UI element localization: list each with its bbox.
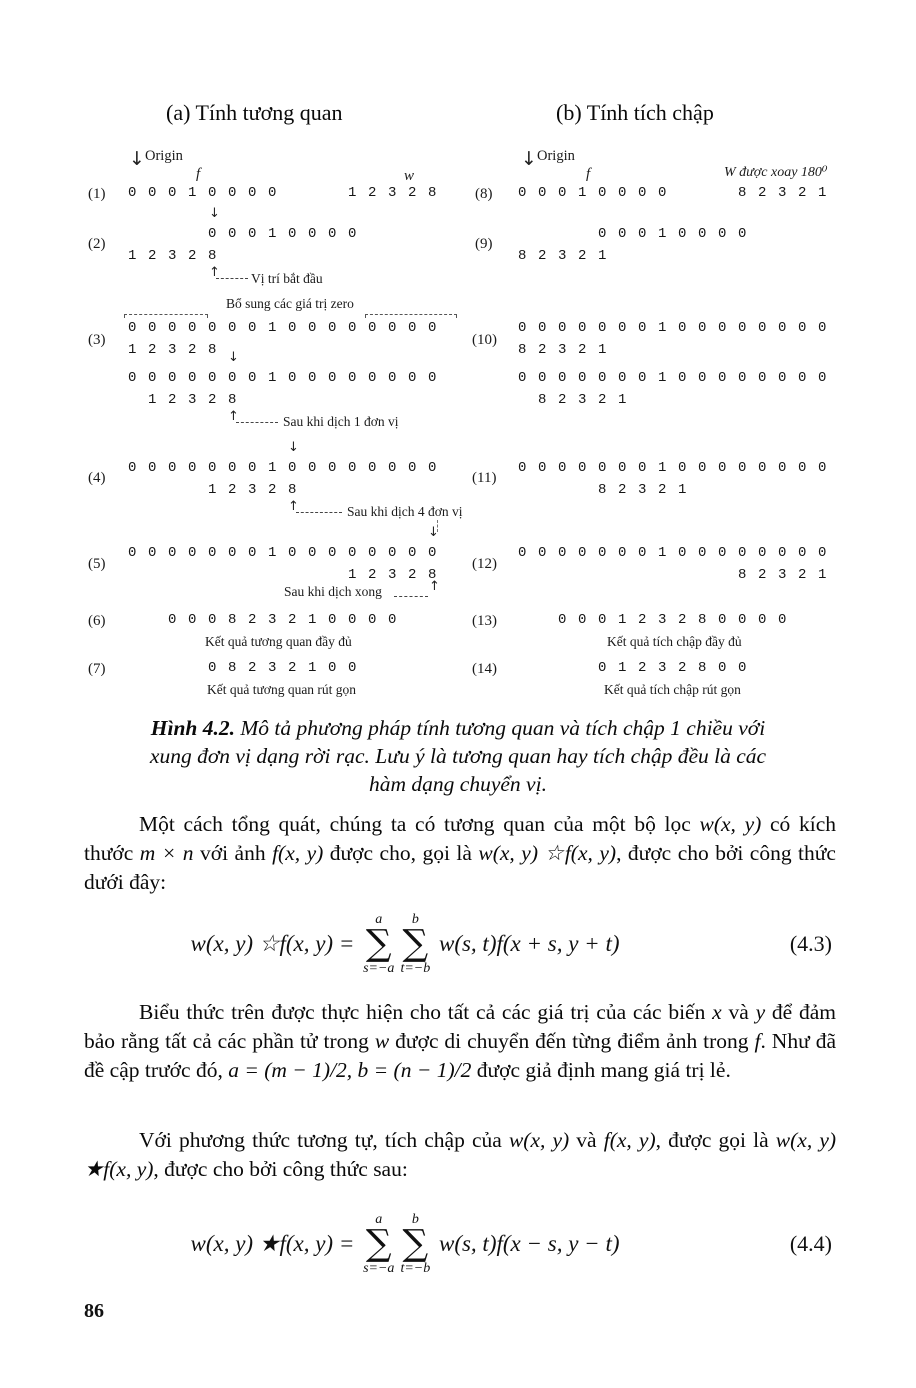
down-arrow-icon: ↓ — [428, 525, 439, 540]
fig-line-3a: 0 0 0 0 0 0 0 1 0 0 0 0 0 0 0 0 — [128, 320, 439, 336]
caption-line-2: xung đơn vị dạng rời rạc. Lưu ý là tương quan hay tích chập đều là các — [149, 744, 767, 768]
fig-line-4: 0 0 0 0 0 0 0 1 0 0 0 0 0 0 0 0 — [128, 460, 439, 476]
fig-line-2b: 1 2 3 2 8 — [128, 248, 219, 264]
down-arrow-icon: ↓ — [228, 350, 239, 365]
up-arrow-icon: ↑ — [429, 579, 440, 594]
sum-operator: b ∑ t=−b — [400, 1211, 431, 1277]
sigma-icon: ∑ — [365, 1222, 392, 1264]
origin-arrow-icon: ↓ — [521, 148, 537, 170]
shift-4-label: Sau khi dịch 4 đơn vị — [347, 504, 463, 519]
fig-line-12-kernel: 8 2 3 2 1 — [518, 567, 829, 583]
fig-line-9a: 0 0 0 1 0 0 0 0 — [518, 226, 749, 242]
fig-line-11-kernel: 8 2 3 2 1 — [518, 482, 689, 498]
row-number: (3) — [88, 332, 106, 348]
row-number: (6) — [88, 613, 106, 629]
equation-rhs: w(s, t)f(x − s, y − t) — [433, 1231, 620, 1256]
zero-padding-label: Bổ sung các giá trị zero — [226, 296, 354, 311]
equation-4-3 — [84, 898, 836, 990]
caption-line-1: Hình 4.2. Mô tả phương pháp tính tương quan và tích chập 1 chiều với — [150, 716, 766, 740]
shift-done-label: Sau khi dịch xong — [284, 584, 382, 599]
sum-operator: a ∑ s=−a — [363, 911, 395, 977]
fig-line-10b: 0 0 0 0 0 0 0 1 0 0 0 0 0 0 0 0 — [518, 370, 829, 386]
w-rotated-label: W được xoay 180⁰ — [724, 165, 828, 180]
equation-number: (4.3) — [789, 931, 832, 956]
convolution-short-label: Kết quả tích chập rút gọn — [604, 682, 741, 697]
origin-arrow-icon: ↓ — [129, 148, 145, 170]
row-number: (5) — [88, 556, 106, 572]
dashed-connector — [394, 595, 428, 597]
up-arrow-icon: ↑ — [288, 499, 299, 514]
paragraph-1: Một cách tổng quát, chúng ta có tương quan của một bộ lọc w(x, y) có kích thước m × n với ảnh f(x, y) được cho, gọi là w(x, y) ☆f(x, y), được cho bởi công thức dưới đây: — [84, 812, 836, 894]
fig-line-13: 0 0 0 1 2 3 2 8 0 0 0 0 — [518, 612, 789, 628]
fig-line-2a: 0 0 0 1 0 0 0 0 — [128, 226, 359, 242]
sigma-icon: ∑ — [365, 922, 392, 964]
row-number: (8) — [475, 186, 493, 202]
row-number: (12) — [472, 556, 497, 572]
sum-operator: a ∑ s=−a — [363, 1211, 395, 1277]
dashed-connector — [236, 421, 278, 423]
row-number: (13) — [472, 613, 497, 629]
fig-line-14: 0 1 2 3 2 8 0 0 — [518, 660, 749, 676]
fig-line-5: 0 0 0 0 0 0 0 1 0 0 0 0 0 0 0 0 — [128, 545, 439, 561]
column-header-correlation: (a) Tính tương quan — [166, 100, 343, 125]
caption-figure-number: Hình 4.2. — [150, 716, 236, 740]
start-position-label: Vị trí bắt đầu — [251, 271, 323, 286]
equation-lhs: w(x, y) ★f(x, y) = — [190, 1231, 361, 1256]
dashed-connector — [296, 511, 342, 513]
shift-1-label: Sau khi dịch 1 đơn vị — [283, 414, 399, 429]
down-arrow-icon: ↓ — [209, 206, 220, 221]
equation-lhs: w(x, y) ☆f(x, y) = — [190, 931, 361, 956]
fig-line-3b-kernel: 1 2 3 2 8 — [128, 392, 239, 408]
fig-line-8: 0 0 0 1 0 0 0 0 8 2 3 2 1 — [518, 185, 829, 201]
fig-line-12: 0 0 0 0 0 0 0 1 0 0 0 0 0 0 0 0 — [518, 545, 829, 561]
fig-line-9b: 8 2 3 2 1 — [518, 248, 609, 264]
row-number: (7) — [88, 661, 106, 677]
paragraph-3: Với phương thức tương tự, tích chập của w(x, y) và f(x, y), được gọi là w(x, y) ★f(x, y), được cho bởi công thức sau: — [84, 1128, 837, 1181]
up-arrow-icon: ↑ — [228, 409, 239, 424]
dashed-connector — [216, 277, 248, 279]
column-header-convolution: (b) Tính tích chập — [556, 100, 714, 125]
sigma-icon: ∑ — [402, 922, 429, 964]
w-label: w — [404, 168, 415, 184]
row-number: (1) — [88, 186, 106, 202]
down-arrow-icon: ↓ — [288, 440, 299, 455]
sum-operator: b ∑ t=−b — [400, 911, 431, 977]
dashed-overline-left — [124, 314, 208, 318]
caption-line-3: hàm dạng chuyển vị. — [369, 772, 547, 796]
row-number: (9) — [475, 236, 493, 252]
fig-line-10a: 0 0 0 0 0 0 0 1 0 0 0 0 0 0 0 0 — [518, 320, 829, 336]
f-label: f — [586, 166, 591, 182]
fig-line-5-kernel: 1 2 3 2 8 — [128, 567, 439, 583]
origin-label: Origin — [537, 148, 575, 164]
equation-number: (4.4) — [789, 1231, 832, 1256]
fig-line-10a-kernel: 8 2 3 2 1 — [518, 342, 609, 358]
figure-caption — [70, 714, 846, 798]
correlation-short-label: Kết quả tương quan rút gọn — [207, 682, 357, 697]
correlation-full-label: Kết quả tương quan đầy đủ — [205, 634, 352, 649]
equation-rhs: w(s, t)f(x + s, y + t) — [433, 931, 620, 956]
fig-line-1: 0 0 0 1 0 0 0 0 1 2 3 2 8 — [128, 185, 439, 201]
equation-4-4 — [84, 1198, 836, 1290]
origin-label: Origin — [145, 148, 183, 164]
fig-line-7: 0 8 2 3 2 1 0 0 — [128, 660, 359, 676]
row-number: (4) — [88, 470, 106, 486]
f-label: f — [196, 166, 201, 182]
fig-line-4-kernel: 1 2 3 2 8 — [128, 482, 299, 498]
fig-line-11: 0 0 0 0 0 0 0 1 0 0 0 0 0 0 0 0 — [518, 460, 829, 476]
row-number: (2) — [88, 236, 106, 252]
up-arrow-icon: ↑ — [209, 265, 220, 280]
fig-line-3a-kernel: 1 2 3 2 8 — [128, 342, 219, 358]
fig-line-6: 0 0 0 8 2 3 2 1 0 0 0 0 — [128, 612, 399, 628]
row-number: (10) — [472, 332, 497, 348]
row-number: (14) — [472, 661, 497, 677]
convolution-full-label: Kết quả tích chập đầy đủ — [607, 634, 742, 649]
fig-line-10b-kernel: 8 2 3 2 1 — [518, 392, 629, 408]
page-number: 86 — [84, 1300, 104, 1322]
sigma-icon: ∑ — [402, 1222, 429, 1264]
row-number: (11) — [472, 470, 497, 486]
paragraph-2: Biểu thức trên được thực hiện cho tất cả các giá trị của các biến x và y để đảm bảo rằng tất cả các phần tử trong w được di chuyển đến từng điểm ảnh trong f. Như đã đề cập trước đó, a = (m − 1)/2, b = (n − 1)/2 được giả định mang giá trị lẻ. — [84, 1000, 836, 1082]
fig-line-3b: 0 0 0 0 0 0 0 1 0 0 0 0 0 0 0 0 — [128, 370, 439, 386]
dashed-overline-right — [365, 314, 457, 318]
